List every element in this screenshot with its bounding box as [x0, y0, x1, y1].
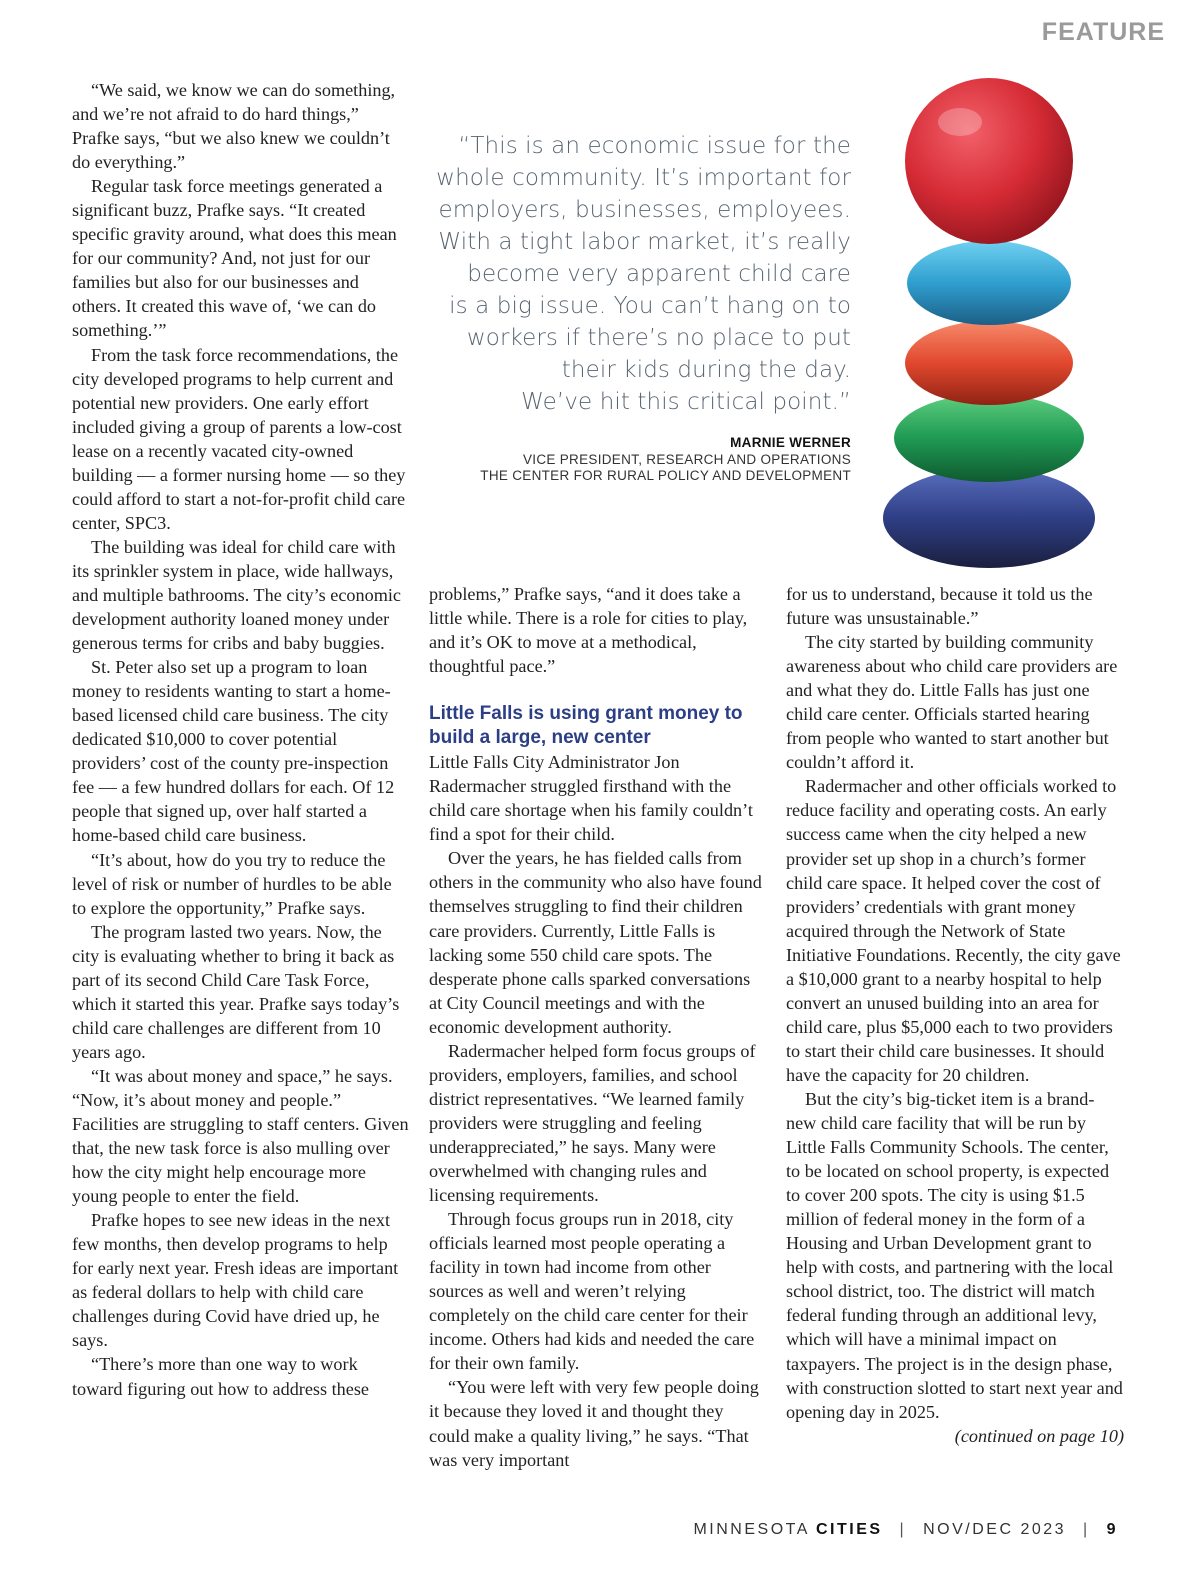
- paragraph: Radermacher helped form focus groups of providers, employers, families, and school district representatives. “We learned family providers were struggling and feeling underappreciated,” he says. Many were overwhelmed with changing rules and licensing requirements.: [429, 1040, 756, 1206]
- pull-quote-line: is a big issue. You can’t hang on to: [449, 293, 851, 319]
- paragraph: Prafke hopes to see new ideas in the next few months, then develop programs to help for early next year. Fresh ideas are important as federal dollars to help with child care challenges during Covid have dried up, he says.: [72, 1210, 399, 1351]
- blue-ring: [907, 241, 1071, 325]
- pull-quote-line: employers, businesses, employees.: [438, 197, 851, 223]
- stacking-ring-toy-image: [878, 78, 1100, 574]
- article-column-3: [786, 582, 1124, 1448]
- paragraph: Over the years, he has fielded calls from others in the community who also have found themselves struggling to find their children care providers. Currently, Little Falls is lacking some 550 child care spots. The desperate phone calls sparked conversations at City Council meetings and with the economic development authority.: [429, 848, 762, 1037]
- paragraph: St. Peter also set up a program to loan money to residents wanting to start a home-based licensed child care business. The city dedicated $10,000 to cover potential providers’ cost of the county pre-inspection fee — a few hundred dollars for each. Of 12 people that signed up, over half started a home-based child care business.: [72, 657, 395, 846]
- green-ring: [894, 394, 1084, 482]
- paragraph: Through focus groups run in 2018, city officials learned most people operating a facility in town had income from other sources as well and weren’t relying completely on the child care center for their income. Others had kids and needed the care for their own family.: [429, 1209, 755, 1374]
- footer-divider: |: [899, 1521, 907, 1538]
- page-number: 9: [1106, 1521, 1118, 1538]
- paragraph: “It’s about, how do you try to reduce the level of risk or number of hurdles to be able to explore the opportunity,” Prafke says.: [72, 849, 392, 918]
- paragraph: “It was about money and space,” he says. “Now, it’s about money and people.” Facilities are struggling to staff centers. Given that, the new task force is also mulling over how the city might help encourage more young people to enter the field.: [72, 1065, 409, 1207]
- red-ball: [905, 78, 1073, 244]
- article-subhead: Little Falls is using grant money to build a large, new center: [429, 703, 743, 749]
- paragraph: The city started by building community awareness about who child care providers are and what they do. Little Falls has just one child care center. Officials started hearing from people who wanted to start another but couldn’t afford it.: [786, 632, 1118, 773]
- pull-quote-line: workers if there’s no place to put: [466, 325, 851, 351]
- quote-attribution: [420, 435, 851, 485]
- navy-ring: [883, 468, 1095, 568]
- attribution-name: MARNIE WERNER: [730, 435, 851, 450]
- paragraph: Little Falls City Administrator Jon Radermacher struggled firsthand with the child care shortage when his family couldn’t find a spot for their child.: [429, 752, 753, 845]
- article-column-2: [429, 582, 767, 1472]
- pull-quote-line: become very apparent child care: [467, 261, 851, 287]
- magazine-name-brand: CITIES: [815, 1521, 883, 1538]
- attribution-organization: THE CENTER FOR RURAL POLICY AND DEVELOPMENT: [480, 468, 851, 483]
- ball-highlight: [938, 108, 982, 136]
- paragraph: But the city’s big-ticket item is a brand-new child care facility that will be run by Little Falls Community Schools. The center, to be located on school property, is expected to cover 200 spots. The city is using $1.5 million of federal money in the form of a Housing and Urban Development grant to help with costs, and partnering with the local school district, too. The district will match federal funding through an additional levy, which will have a minimal impact on taxpayers. The project is in the design phase, with construction slotted to start next year and opening day in 2025.: [786, 1088, 1123, 1422]
- article-column-1: [72, 78, 410, 1401]
- paragraph: The program lasted two years. Now, the city is evaluating whether to bring it back as part of its second Child Care Task Force, which it started this year. Prafke says today’s child care challenges are different from 10 years ago.: [72, 921, 400, 1062]
- paragraph: Regular task force meetings generated a significant buzz, Prafke says. “It created specific gravity around, what does this mean for our community? And, not just for our families but also for our businesses and others. It created this wave of, ‘we can do something.’”: [72, 176, 397, 341]
- paragraph: problems,” Prafke says, “and it does take a little while. There is a role for cities to play, and it’s OK to move at a methodical, thoughtful pace.”: [429, 584, 748, 677]
- issue-date: NOV/DEC 2023: [923, 1521, 1067, 1538]
- pull-quote-line: whole community. It’s important for: [436, 165, 851, 191]
- paragraph: The building was ideal for child care with its sprinkler system in place, wide hallways, and multiple bathrooms. The city’s economic development authority loaned money under generous terms for cribs and baby buggies.: [72, 536, 401, 654]
- paragraph: Radermacher and other officials worked to reduce facility and operating costs. An early success came when the city helped a new provider set up shop in a church’s former child care space. It helped cover the cost of providers’ credentials with grant money acquired through the Network of State Initiative Foundations. Recently, the city gave a $10,000 grant to a nearby hospital to help convert an unused building into an area for child care, plus $5,000 each to two providers to start their child care businesses. It should have the capacity for 20 children.: [786, 776, 1121, 1085]
- pull-quote-line: “This is an economic issue for the: [458, 133, 851, 159]
- page-footer: [693, 1521, 1118, 1539]
- section-label: FEATURE: [1041, 18, 1165, 46]
- paragraph: “There’s more than one way to work toward figuring out how to address these: [72, 1354, 370, 1399]
- orange-ring: [905, 321, 1073, 405]
- magazine-name-prefix: MINNESOTA: [693, 1521, 810, 1538]
- attribution-title: VICE PRESIDENT, RESEARCH AND OPERATIONS: [522, 451, 851, 467]
- pull-quote: [420, 130, 851, 418]
- paragraph: “You were left with very few people doing it because they loved it and thought they could make a quality living,” he says. “That was very important: [429, 1377, 759, 1470]
- paragraph: From the task force recommendations, the city developed programs to help current and potential new providers. One early effort included giving a group of parents a low-cost lease on a recently vacated city-owned building — a former nursing home — so they could afford to start a not-for-profit child care center, SPC3.: [72, 344, 406, 533]
- footer-divider: |: [1082, 1521, 1090, 1538]
- pull-quote-line: their kids during the day.: [561, 357, 851, 383]
- pull-quote-line: With a tight labor market, it’s really: [438, 229, 851, 255]
- paragraph: “We said, we know we can do something, and we’re not afraid to do hard things,” Prafke says, “but we also knew we couldn’t do everything.”: [72, 80, 396, 173]
- pull-quote-line: We’ve hit this critical point.”: [521, 389, 851, 415]
- paragraph: for us to understand, because it told us the future was unsustainable.”: [786, 584, 1093, 629]
- continued-note: (continued on page 10): [954, 1425, 1124, 1446]
